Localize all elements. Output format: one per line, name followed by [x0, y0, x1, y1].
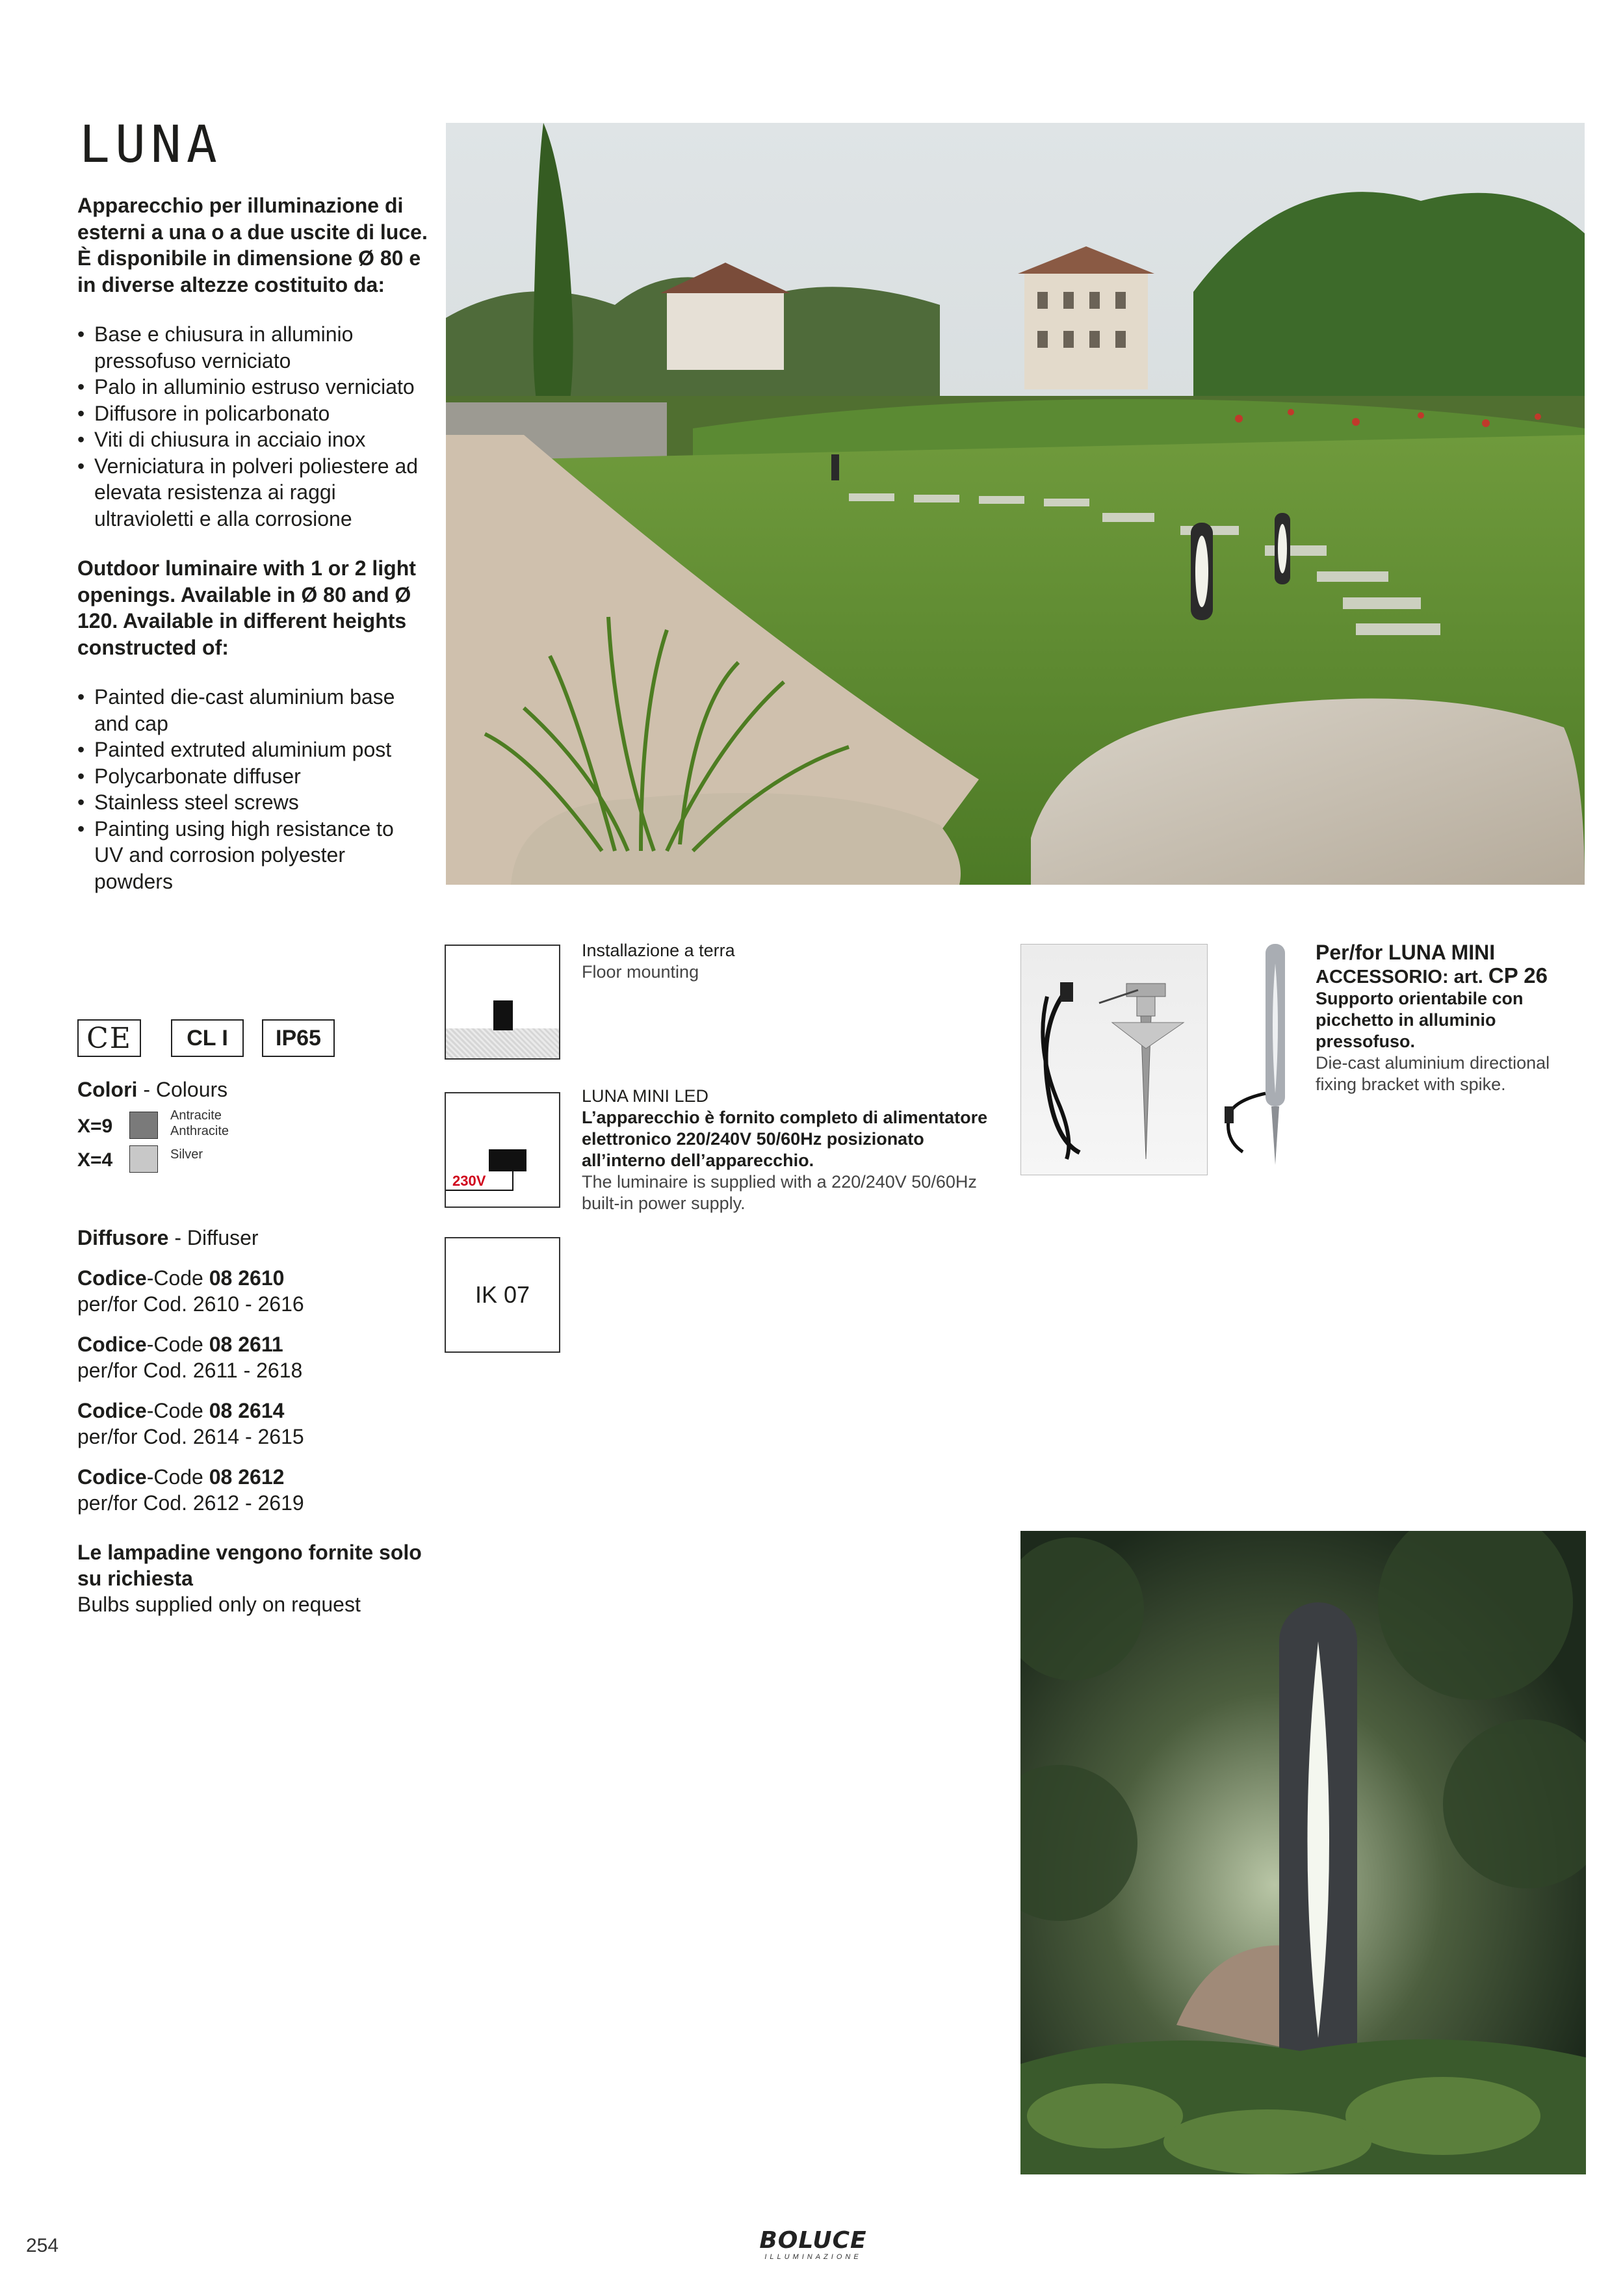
feature-en-item: • Painted extruted aluminium post	[77, 737, 428, 763]
code-value: 08 2612	[209, 1465, 285, 1489]
accessory-code-line	[1316, 965, 1589, 988]
bulbs-note-en: Bulbs supplied only on request	[77, 1593, 361, 1616]
features-english-list	[77, 684, 428, 894]
for-codes: 2614 - 2615	[192, 1425, 304, 1448]
intro-italian: Apparecchio per illuminazione di esterni a una o a due uscite di luce. È disponibile in dimensione Ø 80 e in diverse altezze costituito da:	[77, 194, 428, 296]
brand-logo	[758, 2228, 868, 2265]
ce-mark-icon: CE	[86, 1021, 132, 1055]
codes-section	[77, 1225, 441, 1617]
code-group	[77, 1464, 441, 1516]
for-codes: 2610 - 2616	[192, 1292, 304, 1316]
accessory-en: Die-cast aluminium directional fixing bracket with spike.	[1316, 1053, 1550, 1094]
feature-en-item: • Painting using high resistance to UV and corrosion polyester powders	[77, 816, 428, 895]
feature-en-item: • Stainless steel screws	[77, 789, 428, 816]
code-label-it: Codice	[77, 1333, 147, 1356]
brand-subtitle: ILLUMINAZIONE	[764, 2253, 862, 2261]
features-italian-list	[77, 321, 428, 532]
feature-it-item: • Palo in alluminio estruso verniciato	[77, 374, 428, 400]
per-for-label: per/for Cod.	[77, 1425, 193, 1448]
ip-rating-badge: IP65	[262, 1019, 335, 1057]
diffuser-label-it: Diffusore	[77, 1226, 169, 1249]
fixture-shape	[493, 1000, 513, 1030]
colour-name-it: Antracite	[170, 1108, 222, 1123]
per-for-label: per/for Cod.	[77, 1491, 193, 1515]
code-value: 08 2614	[209, 1399, 285, 1422]
floor-mounting-icon	[445, 945, 560, 1060]
accessory-product-image	[1020, 944, 1208, 1175]
code-label-it: Codice	[77, 1266, 147, 1290]
feature-en-item: • Painted die-cast aluminium base and cap	[77, 684, 428, 737]
power-en: The luminaire is supplied with a 220/240V 50/60Hz built-in power supply.	[582, 1172, 977, 1213]
accessory-label: ACCESSORIO: art.	[1316, 967, 1488, 987]
accessory-heading: Per/for LUNA MINI	[1316, 941, 1496, 964]
code-value: 08 2610	[209, 1266, 285, 1290]
code-label-en: -Code	[146, 1399, 209, 1422]
feature-it-item: • Base e chiusura in alluminio pressofuso verniciato	[77, 321, 428, 374]
spike-bracket-icon	[1021, 945, 1207, 1175]
mounting-en: Floor mounting	[582, 962, 699, 982]
feature-it-item: • Diffusore in policarbonato	[77, 400, 428, 427]
code-group	[77, 1398, 441, 1450]
colours-label-it: Colori	[77, 1078, 138, 1101]
colour-option	[77, 1144, 337, 1177]
code-group	[77, 1331, 441, 1383]
voltage-badge: 230V	[446, 1171, 513, 1191]
ik-rating-badge: IK 07	[445, 1237, 560, 1353]
garden-installation-photo	[446, 123, 1585, 885]
silver-swatch	[129, 1145, 158, 1173]
code-label-en: -Code	[146, 1266, 209, 1290]
code-label-it: Codice	[77, 1465, 147, 1489]
per-for-label: per/for Cod.	[77, 1359, 193, 1382]
floor-mounting-text	[582, 940, 946, 983]
feature-en-item: • Polycarbonate diffuser	[77, 763, 428, 790]
for-codes: 2611 - 2618	[192, 1359, 303, 1382]
power-supply-icon	[445, 1092, 560, 1208]
power-supply-text	[582, 1086, 1011, 1214]
accessory-it: Supporto orientabile con picchetto in alluminio pressofuso.	[1316, 989, 1524, 1051]
colours-label-en: - Colours	[137, 1078, 228, 1101]
ground-hatch	[446, 1028, 559, 1058]
per-for-label: per/for Cod.	[77, 1292, 193, 1316]
code-label-en: -Code	[146, 1333, 209, 1356]
feature-it-item: • Verniciatura in polveri poliestere ad elevata resistenza ai raggi ultravioletti e alla corrosione	[77, 453, 428, 532]
accessory-text	[1316, 940, 1589, 1095]
power-it: L’apparecchio è fornito completo di alimentatore elettronico 220/240V 50/60Hz posizionato all’interno dell’apparecchio.	[582, 1108, 988, 1170]
diffuser-heading	[77, 1225, 441, 1251]
diffuser-label-en: - Diffuser	[168, 1226, 259, 1249]
description-column	[77, 192, 428, 918]
bulbs-note-it: Le lampadine vengono fornite solo su richiesta	[77, 1541, 422, 1590]
night-lamp-photo	[1020, 1531, 1586, 2174]
code-label-en: -Code	[146, 1465, 209, 1489]
brand-name: BOLUCE	[759, 2227, 867, 2254]
class-badge: CL I	[171, 1019, 244, 1057]
anthracite-swatch	[129, 1112, 158, 1139]
ce-mark-badge	[77, 1019, 141, 1057]
accessory-code: CP 26	[1488, 963, 1548, 987]
colour-name: Silver	[170, 1147, 203, 1162]
power-title: LUNA MINI LED	[582, 1086, 709, 1106]
colour-code: X=9	[77, 1115, 113, 1137]
bulbs-note	[77, 1539, 441, 1617]
code-group	[77, 1265, 441, 1317]
for-codes: 2612 - 2619	[192, 1491, 304, 1515]
mounting-it: Installazione a terra	[582, 941, 735, 960]
colour-option	[77, 1110, 337, 1143]
code-label-it: Codice	[77, 1399, 147, 1422]
feature-it-item: • Viti di chiusura in acciaio inox	[77, 426, 428, 453]
power-unit-shape	[489, 1149, 526, 1171]
code-value: 08 2611	[209, 1333, 283, 1356]
page-title: LUNA	[79, 116, 222, 174]
colour-code: X=4	[77, 1149, 113, 1171]
page-number: 254	[26, 2235, 59, 2256]
luna-mini-product-image	[1210, 944, 1301, 1171]
intro-english: Outdoor luminaire with 1 or 2 light openings. Available in Ø 80 and Ø 120. Available in different heights constructed of:	[77, 556, 416, 659]
colours-heading	[77, 1078, 227, 1102]
colour-name-en: Anthracite	[170, 1124, 229, 1138]
